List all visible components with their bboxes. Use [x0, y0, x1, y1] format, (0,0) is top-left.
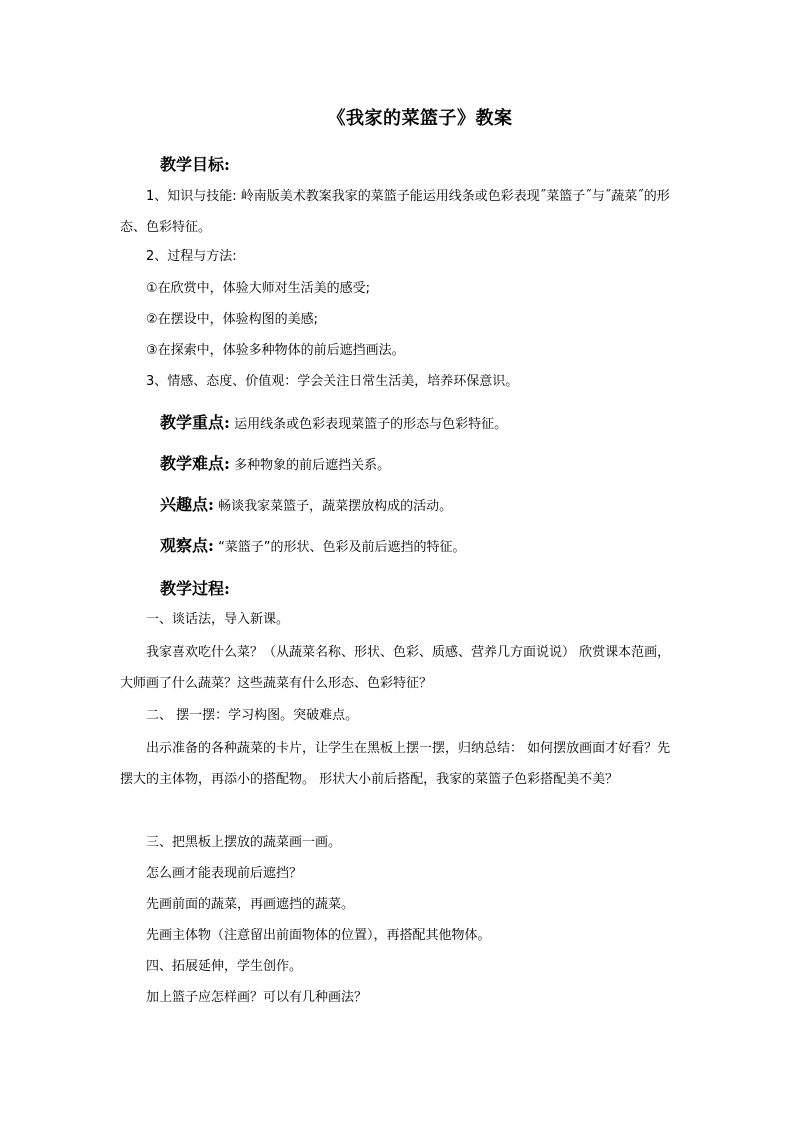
key-point-observation [160, 533, 466, 556]
step-3a: 怎么画才能表现前后遮挡？ [146, 866, 303, 881]
key-point-label: 观察点: [160, 536, 214, 555]
step-4: 四、拓展延伸，学生创作。 [146, 959, 303, 974]
key-point-text: 畅谈我家菜篮子，蔬菜摆放构成的活动。 [218, 499, 453, 514]
step-3c: 先画主体物（注意留出前面物体的位置），再搭配其他物体。 [146, 928, 491, 943]
step-3b: 先画前面的蔬菜，再画遮挡的蔬菜。 [146, 897, 355, 912]
goal-2a: ①在欣赏中，体验大师对生活美的感受; [146, 281, 371, 296]
goals-heading: 教学目标: [160, 155, 230, 174]
key-point-label: 教学难点: [160, 454, 230, 473]
goal-2c: ③在探索中，体验多种物体的前后遮挡画法。 [146, 343, 405, 358]
goal-2: 2、过程与方法: [146, 249, 237, 264]
page-title: 《我家的菜篮子》教案 [327, 108, 513, 129]
key-point-text: “菜篮子”的形状、色彩及前后遮挡的特征。 [218, 540, 466, 555]
key-point-label: 兴趣点: [160, 495, 214, 514]
step-3: 三、把黑板上摆放的蔬菜画一画。 [146, 835, 342, 850]
step-1-para: 我家喜欢吃什么菜？（从蔬菜名称、形状、色彩、质感、营养几方面说说） 欣赏课本范画，大师画了什么蔬菜？这些蔬菜有什么形态、色彩特征？ [120, 645, 671, 691]
goal-3: 3、情感、态度、价值观：学会关注日常生活美，培养环保意识。 [146, 374, 519, 389]
key-point-text: 运用线条或色彩表现菜篮子的形态与色彩特征。 [234, 417, 508, 432]
key-point-interest [160, 492, 452, 515]
step-4a: 加上篮子应怎样画？可以有几种画法？ [146, 990, 368, 1005]
process-heading: 教学过程: [160, 579, 230, 598]
step-2: 二、 摆一摆：学习构图。突破难点。 [146, 708, 359, 723]
key-point-text: 多种物象的前后遮挡关系。 [234, 458, 391, 473]
step-1: 一、谈话法，导入新课。 [146, 612, 290, 627]
key-point-label: 教学重点: [160, 413, 230, 432]
goal-2b: ②在摆设中，体验构图的美感; [146, 312, 319, 327]
step-2-para: 出示准备的各种蔬菜的卡片，让学生在黑板上摆一摆，归纳总结： 如何摆放画面才好看？先摆大的主体物，再添小的搭配物。 形状大小前后搭配，我家的菜篮子色彩搭配美不美？ [120, 741, 671, 787]
goal-1: 1、知识与技能: 岭南版美术教案我家的菜篮子能运用线条或色彩表现˝菜篮子˝与˝蔬菜˝的形态、色彩特征。 [120, 189, 670, 235]
key-point-difficulty [160, 451, 390, 474]
key-point-focus [160, 410, 507, 433]
